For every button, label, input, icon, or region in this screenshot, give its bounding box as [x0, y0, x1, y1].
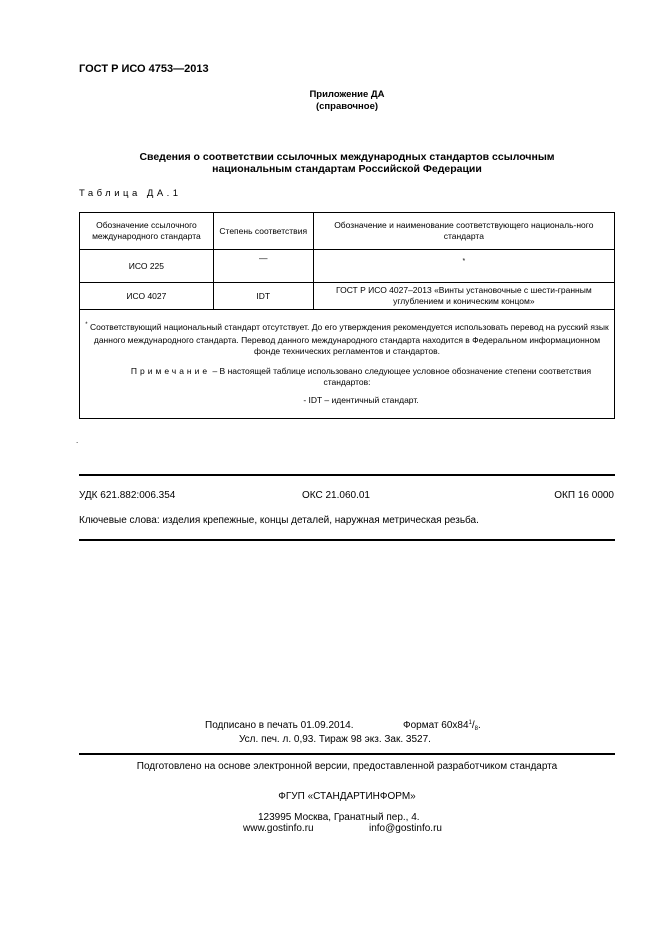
table-caption: Таблица ДА.1	[79, 188, 182, 199]
divider-imprint	[79, 753, 615, 755]
cell-national: ГОСТ Р ИСО 4027–2013 «Винты установочные с шести-гранным углублением и коническим концом»	[313, 283, 614, 310]
publisher-name: ФГУП «СТАНДАРТИНФОРМ»	[278, 791, 416, 802]
publisher-address: 123995 Москва, Гранатный пер., 4.	[258, 812, 420, 823]
header-degree: Степень соответствия	[213, 213, 313, 250]
okp-code: ОКП 16 0000	[554, 490, 614, 501]
cell-national: *	[313, 250, 614, 283]
standard-designation: ГОСТ Р ИСО 4753—2013	[79, 63, 209, 75]
table-notes-row	[80, 310, 615, 419]
divider-top	[79, 474, 615, 476]
cell-degree: IDT	[213, 283, 313, 310]
signed-date: Подписано в печать 01.09.2014.	[205, 720, 354, 731]
table-header-row	[80, 213, 615, 250]
footnote-mark: *	[85, 322, 88, 328]
header-ref-standard: Обозначение ссылочного международного стандарта	[80, 213, 214, 250]
footnote: * Соответствующий национальный стандарт отсутствует. До его утверждения рекомендуется использовать перевод на русский язык данного международного стандарта. Перевод данного международного стандарта находится в Федеральном информационном фонде технических регламентов и стандартов.	[85, 322, 609, 356]
prepared-note: Подготовлено на основе электронной версии, предоставленной разработчиком стандарта	[136, 761, 558, 772]
publisher-website: www.gostinfo.ru	[243, 823, 314, 834]
stray-dot: .	[76, 436, 79, 445]
udk-code: УДК 621.882:006.354	[79, 490, 176, 501]
notes-cell	[80, 310, 615, 419]
appendix-title: Приложение ДА	[309, 89, 385, 100]
section-title-line1: Сведения о соответствии ссылочных международных стандартов ссылочным	[139, 151, 555, 163]
table-row	[80, 283, 615, 310]
publisher-email: info@gostinfo.ru	[369, 823, 442, 834]
header-national-standard: Обозначение и наименование соответствующего националь-ного стандарта	[313, 213, 614, 250]
divider-bottom	[79, 539, 615, 541]
keywords: Ключевые слова: изделия крепежные, концы деталей, наружная метрическая резьба.	[79, 515, 479, 526]
section-title-line2: национальным стандартам Российской Федерации	[212, 163, 482, 175]
note-item: - IDT – идентичный стандарт.	[303, 395, 419, 405]
correspondence-table	[79, 212, 615, 419]
table-note: Примечание – В настоящей таблице использовано следующее условное обозначение степени соответствия стандартов:	[130, 366, 592, 387]
print-info: Усл. печ. л. 0,93. Тираж 98 экз. Зак. 3527.	[239, 734, 431, 745]
cell-degree: —	[213, 250, 313, 283]
oks-code: ОКС 21.060.01	[302, 490, 370, 501]
table-row	[80, 250, 615, 283]
paper-format: Формат $60x84^1/_8$.	[403, 720, 481, 732]
cell-ref: ИСО 225	[80, 250, 214, 283]
cell-ref: ИСО 4027	[80, 283, 214, 310]
note-label: Примечание	[130, 366, 211, 376]
appendix-type: (справочное)	[315, 101, 379, 112]
